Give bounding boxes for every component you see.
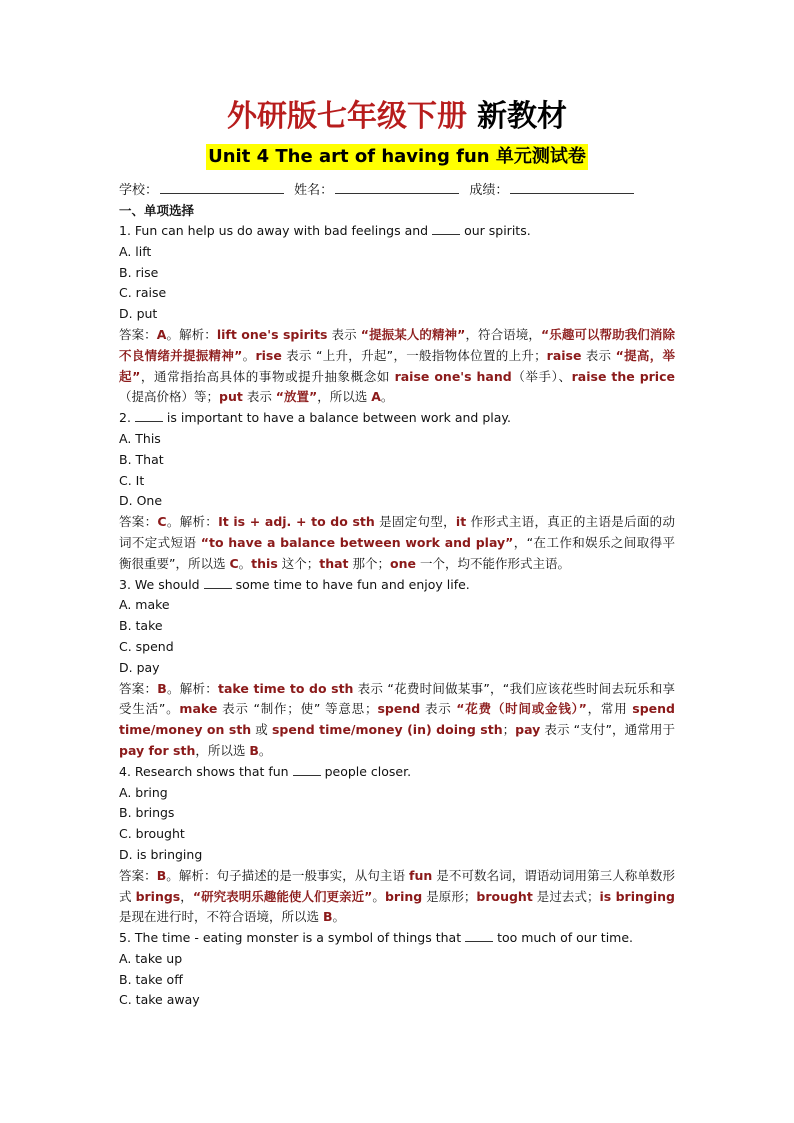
option: B. take off [119,971,183,987]
option: A. bring [119,784,168,800]
answer-blank [293,763,321,776]
question-3-stem: 3. We should some time to have fun and enjoy life. [119,576,470,592]
question-4-answer: 答案：B。解析：句子描述的是一般事实，从句主语 fun 是不可数名词，谓语动词用第三人称单数形式 brings，“研究表明乐趣能使人们更亲近”。bring 是原形；brought 是过去式；is bringing 是现在进行时，不符合语境，所以选 B。 [119,867,675,925]
document-page [119,96,675,1011]
option: B. brings [119,805,175,821]
answer-blank [204,576,232,589]
option: C. brought [119,826,185,842]
student-info-row [119,180,675,201]
title-red: 外研版七年级下册 [227,99,467,134]
title-black: 新教材 [477,99,567,134]
name-blank [335,180,459,194]
answer-blank [432,222,460,235]
option: D. One [119,493,163,509]
question-2-stem: 2. is important to have a balance between work and play. [119,410,511,426]
question-4-stem: 4. Research shows that fun people closer. [119,763,412,779]
document-title [119,96,675,140]
option: D. is bringing [119,846,203,862]
option: A. make [119,597,170,613]
document-subtitle: Unit 4 The art of having fun 单元测试卷 [206,144,588,170]
option: C. It [119,472,145,488]
question-1-answer: 答案：A。解析：lift one's spirits 表示 “提振某人的精神”，符合语境，“乐趣可以帮助我们消除不良情绪并提振精神”。rise 表示 “上升，升起”，一般指物体位置的上升；raise 表示 “提高，举起”，通常指抬高具体的事物或提升抽象概念如 raise one's hand（举手）、raise the price（提高价格）等；put 表示 “放置”，所以选 A。 [119,326,675,405]
school-label: 学校： [119,183,159,198]
question-1-stem: 1. Fun can help us do away with bad feelings and our spirits. [119,223,531,238]
option: D. put [119,306,158,322]
option: A. take up [119,950,183,966]
option: C. spend [119,638,174,654]
answer-blank [135,409,163,422]
school-blank [160,180,284,194]
question-2-answer: 答案：C。解析：It is + adj. + to do sth 是固定句型，it 作形式主语，真正的主语是后面的动词不定式短语 “to have a balance between work and play”，“在工作和娱乐之间取得平衡很重要”，所以选 C。this 这个；that 那个；one 一个，均不能作形式主语。 [119,514,675,571]
option: B. That [119,451,164,467]
question-5-stem: 5. The time - eating monster is a symbol of things that too much of our time. [119,930,634,946]
option: A. lift [119,243,152,259]
option: B. rise [119,264,159,280]
option: A. This [119,430,161,446]
answer-blank [465,929,493,942]
option: C. raise [119,285,167,301]
question-3-answer: 答案：B。解析：take time to do sth 表示 “花费时间做某事”，“我们应该花些时间去玩乐和享受生活”。make 表示 “制作；使” 等意思；spend 表示 “花费（时间或金钱）”，常用 spend time/money on sth 或 spend time/money (in) doing sth；pay 表示 “支付”，通常用于 pay for sth，所以选 B。 [119,680,675,758]
option: C. take away [119,992,200,1008]
score-label: 成绩： [469,183,509,198]
option: D. pay [119,659,160,675]
section-heading: 一、单项选择 [119,203,195,218]
option: B. take [119,618,163,634]
score-blank [510,180,634,194]
name-label: 姓名： [294,183,334,198]
